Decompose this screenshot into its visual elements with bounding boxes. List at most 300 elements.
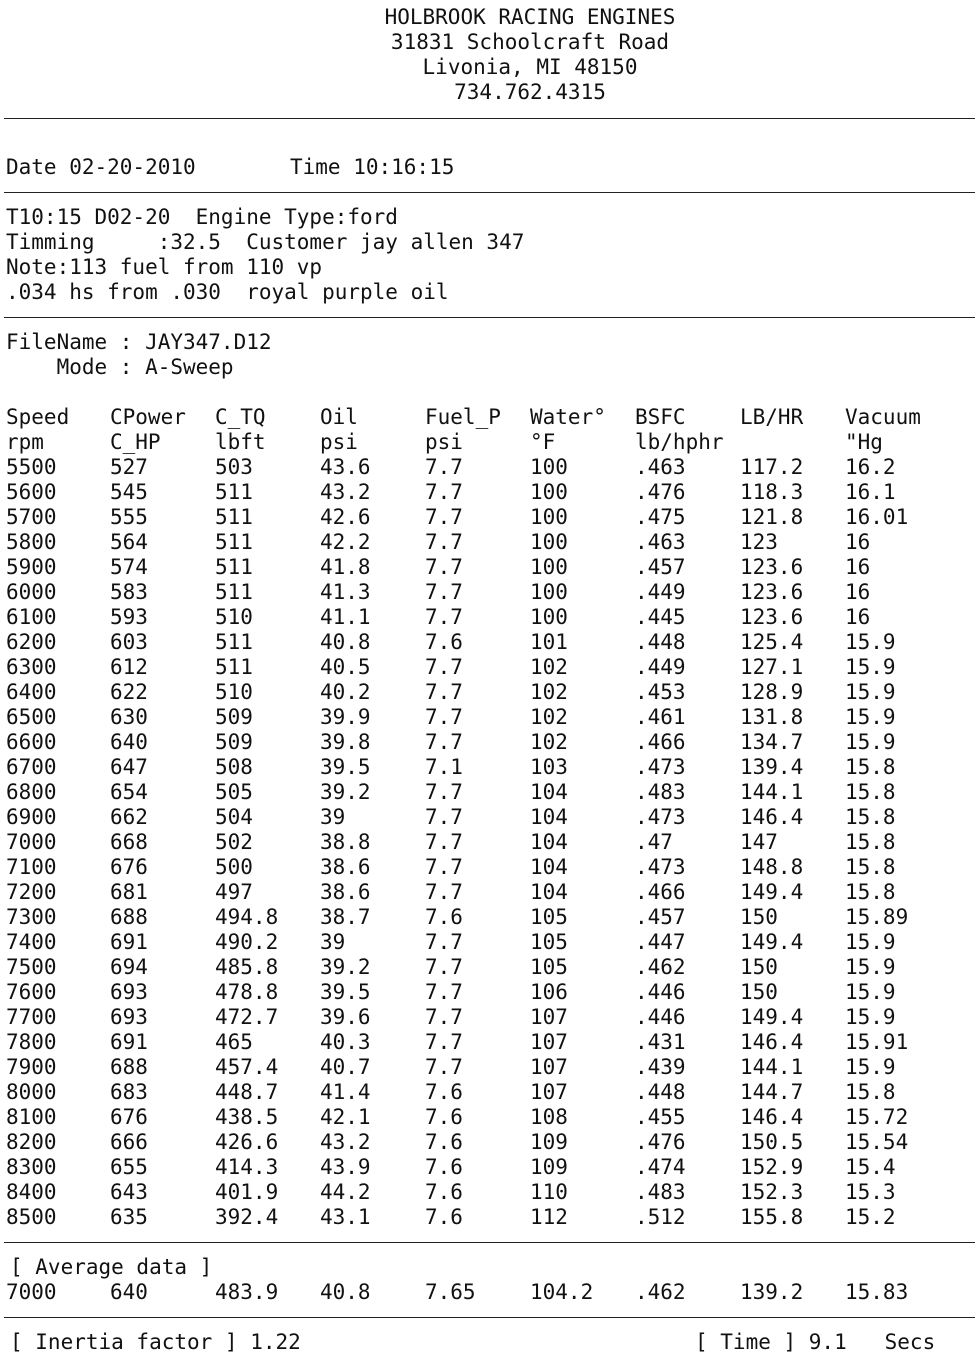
table-cell: 15.9 <box>845 1055 896 1079</box>
table-cell: 107 <box>530 1005 568 1029</box>
table-cell: 509 <box>215 730 253 754</box>
table-cell: 44.2 <box>320 1180 371 1204</box>
table-cell: 683 <box>110 1080 148 1104</box>
average-cell: 640 <box>110 1280 148 1304</box>
table-cell: 155.8 <box>740 1205 804 1229</box>
table-cell: 105 <box>530 905 568 929</box>
table-cell: 100 <box>530 480 568 504</box>
table-cell: .473 <box>635 805 686 829</box>
average-cell: 139.2 <box>740 1280 804 1304</box>
table-cell: 144.7 <box>740 1080 804 1104</box>
table-cell: 508 <box>215 755 253 779</box>
table-cell: .457 <box>635 905 686 929</box>
table-row <box>0 730 975 755</box>
column-unit: lbft <box>215 430 266 454</box>
table-cell: 494.8 <box>215 905 279 929</box>
table-row <box>0 980 975 1005</box>
divider <box>4 118 975 119</box>
notes-line: Timming :32.5 Customer jay allen 347 <box>6 230 525 254</box>
average-cell: 7000 <box>6 1280 57 1304</box>
table-cell: 15.9 <box>845 680 896 704</box>
table-cell: 6600 <box>6 730 57 754</box>
table-cell: 42.2 <box>320 530 371 554</box>
table-cell: 681 <box>110 880 148 904</box>
table-cell: 6800 <box>6 780 57 804</box>
table-cell: 7.7 <box>425 1055 463 1079</box>
table-cell: 7.7 <box>425 1005 463 1029</box>
table-cell: 38.8 <box>320 830 371 854</box>
table-cell: 612 <box>110 655 148 679</box>
table-cell: 478.8 <box>215 980 279 1004</box>
table-cell: 7500 <box>6 955 57 979</box>
table-cell: 118.3 <box>740 480 804 504</box>
table-cell: 691 <box>110 1030 148 1054</box>
table-cell: 16 <box>845 580 871 604</box>
column-name: CPower <box>110 405 186 429</box>
table-cell: 7.7 <box>425 655 463 679</box>
table-cell: 8000 <box>6 1080 57 1104</box>
table-cell: 107 <box>530 1055 568 1079</box>
table-cell: .474 <box>635 1155 686 1179</box>
table-cell: 583 <box>110 580 148 604</box>
table-cell: 146.4 <box>740 805 804 829</box>
table-cell: 128.9 <box>740 680 804 704</box>
table-cell: 7.7 <box>425 830 463 854</box>
table-cell: .473 <box>635 755 686 779</box>
table-cell: 7.7 <box>425 780 463 804</box>
table-cell: 15.54 <box>845 1130 909 1154</box>
table-cell: 100 <box>530 505 568 529</box>
table-cell: .475 <box>635 505 686 529</box>
table-cell: 149.4 <box>740 1005 804 1029</box>
table-cell: 490.2 <box>215 930 279 954</box>
table-cell: 7600 <box>6 980 57 1004</box>
table-cell: 511 <box>215 655 253 679</box>
table-row <box>0 1180 975 1205</box>
table-cell: 15.8 <box>845 1080 896 1104</box>
table-cell: 676 <box>110 855 148 879</box>
table-cell: 101 <box>530 630 568 654</box>
table-cell: 110 <box>530 1180 568 1204</box>
table-cell: 40.7 <box>320 1055 371 1079</box>
table-cell: 691 <box>110 930 148 954</box>
table-cell: 39.2 <box>320 955 371 979</box>
column-unit: "Hg <box>845 430 883 454</box>
table-cell: .448 <box>635 630 686 654</box>
table-cell: 511 <box>215 505 253 529</box>
table-cell: 414.3 <box>215 1155 279 1179</box>
table-cell: 6500 <box>6 705 57 729</box>
table-cell: 43.9 <box>320 1155 371 1179</box>
table-cell: 7.7 <box>425 555 463 579</box>
table-cell: 41.1 <box>320 605 371 629</box>
table-cell: 647 <box>110 755 148 779</box>
table-cell: 15.89 <box>845 905 909 929</box>
table-cell: 123.6 <box>740 605 804 629</box>
table-cell: 643 <box>110 1180 148 1204</box>
table-cell: 8400 <box>6 1180 57 1204</box>
divider <box>4 317 975 318</box>
table-cell: 593 <box>110 605 148 629</box>
average-label: [ Average data ] <box>10 1255 213 1279</box>
average-cell: 7.65 <box>425 1280 476 1304</box>
run-date: Date 02-20-2010 <box>6 155 196 179</box>
table-row <box>0 855 975 880</box>
table-cell: 43.2 <box>320 1130 371 1154</box>
table-cell: 147 <box>740 830 778 854</box>
table-cell: 43.1 <box>320 1205 371 1229</box>
table-cell: 7900 <box>6 1055 57 1079</box>
table-cell: 693 <box>110 1005 148 1029</box>
table-cell: .466 <box>635 880 686 904</box>
column-unit: lb/hphr <box>635 430 724 454</box>
table-row <box>0 1055 975 1080</box>
table-cell: 7.7 <box>425 580 463 604</box>
table-cell: 39.5 <box>320 755 371 779</box>
table-cell: 6300 <box>6 655 57 679</box>
table-cell: 150 <box>740 980 778 1004</box>
table-cell: 109 <box>530 1155 568 1179</box>
table-cell: .463 <box>635 530 686 554</box>
table-cell: 15.2 <box>845 1205 896 1229</box>
table-cell: 146.4 <box>740 1105 804 1129</box>
table-cell: 635 <box>110 1205 148 1229</box>
table-cell: 39.8 <box>320 730 371 754</box>
table-cell: .449 <box>635 580 686 604</box>
table-cell: 102 <box>530 680 568 704</box>
table-cell: 15.91 <box>845 1030 909 1054</box>
table-cell: 7300 <box>6 905 57 929</box>
table-cell: 505 <box>215 780 253 804</box>
column-name: C_TQ <box>215 405 266 429</box>
table-cell: .462 <box>635 955 686 979</box>
table-cell: 511 <box>215 555 253 579</box>
table-row <box>0 880 975 905</box>
table-row <box>0 555 975 580</box>
table-cell: 7.1 <box>425 755 463 779</box>
table-cell: 693 <box>110 980 148 1004</box>
column-name: LB/HR <box>740 405 804 429</box>
table-cell: .448 <box>635 1080 686 1104</box>
table-cell: .457 <box>635 555 686 579</box>
table-cell: 511 <box>215 530 253 554</box>
table-cell: 6000 <box>6 580 57 604</box>
table-row <box>0 1005 975 1030</box>
table-cell: 7.6 <box>425 1155 463 1179</box>
table-cell: 438.5 <box>215 1105 279 1129</box>
table-cell: 38.6 <box>320 855 371 879</box>
table-cell: 40.5 <box>320 655 371 679</box>
table-cell: 622 <box>110 680 148 704</box>
table-cell: 15.9 <box>845 630 896 654</box>
table-cell: 127.1 <box>740 655 804 679</box>
divider <box>4 192 975 193</box>
table-cell: 16.1 <box>845 480 896 504</box>
table-cell: 15.9 <box>845 980 896 1004</box>
table-row <box>0 805 975 830</box>
sweep-time: [ Time ] 9.1 Secs <box>695 1330 936 1354</box>
table-cell: 131.8 <box>740 705 804 729</box>
table-row <box>0 530 975 555</box>
table-cell: .447 <box>635 930 686 954</box>
table-cell: 102 <box>530 730 568 754</box>
table-cell: 123 <box>740 530 778 554</box>
table-cell: 15.8 <box>845 755 896 779</box>
average-cell: 104.2 <box>530 1280 594 1304</box>
table-row <box>0 955 975 980</box>
table-cell: 7.7 <box>425 880 463 904</box>
table-cell: 144.1 <box>740 1055 804 1079</box>
column-name: BSFC <box>635 405 686 429</box>
table-cell: 144.1 <box>740 780 804 804</box>
table-row <box>0 705 975 730</box>
table-cell: 100 <box>530 530 568 554</box>
table-cell: 472.7 <box>215 1005 279 1029</box>
table-cell: 640 <box>110 730 148 754</box>
table-cell: 503 <box>215 455 253 479</box>
table-cell: 149.4 <box>740 930 804 954</box>
table-cell: 15.72 <box>845 1105 909 1129</box>
table-cell: 148.8 <box>740 855 804 879</box>
table-cell: 103 <box>530 755 568 779</box>
notes-line: T10:15 D02-20 Engine Type:ford <box>6 205 398 229</box>
table-cell: 16.01 <box>845 505 909 529</box>
table-cell: 15.9 <box>845 705 896 729</box>
table-cell: 146.4 <box>740 1030 804 1054</box>
table-cell: 38.7 <box>320 905 371 929</box>
table-cell: 8500 <box>6 1205 57 1229</box>
table-cell: 16 <box>845 605 871 629</box>
run-time: Time 10:16:15 <box>290 155 455 179</box>
table-cell: 7.6 <box>425 1105 463 1129</box>
table-cell: 121.8 <box>740 505 804 529</box>
table-cell: .483 <box>635 780 686 804</box>
table-cell: 8300 <box>6 1155 57 1179</box>
table-cell: 509 <box>215 705 253 729</box>
table-cell: 7.6 <box>425 1180 463 1204</box>
table-cell: 5500 <box>6 455 57 479</box>
table-cell: 15.3 <box>845 1180 896 1204</box>
table-cell: 694 <box>110 955 148 979</box>
table-cell: .466 <box>635 730 686 754</box>
table-cell: 7.7 <box>425 1030 463 1054</box>
table-cell: 104 <box>530 805 568 829</box>
table-cell: .446 <box>635 1005 686 1029</box>
table-cell: 40.3 <box>320 1030 371 1054</box>
table-cell: .47 <box>635 830 673 854</box>
table-cell: 7.7 <box>425 855 463 879</box>
table-cell: .453 <box>635 680 686 704</box>
table-cell: 112 <box>530 1205 568 1229</box>
table-row <box>0 580 975 605</box>
table-row <box>0 1155 975 1180</box>
table-cell: 134.7 <box>740 730 804 754</box>
table-cell: 7.7 <box>425 705 463 729</box>
table-row <box>0 1105 975 1130</box>
table-cell: 150 <box>740 905 778 929</box>
table-cell: 7400 <box>6 930 57 954</box>
table-cell: 15.8 <box>845 805 896 829</box>
table-cell: 6200 <box>6 630 57 654</box>
table-cell: .512 <box>635 1205 686 1229</box>
table-cell: 5600 <box>6 480 57 504</box>
table-cell: .449 <box>635 655 686 679</box>
table-cell: 117.2 <box>740 455 804 479</box>
table-cell: 7.7 <box>425 605 463 629</box>
table-cell: 401.9 <box>215 1180 279 1204</box>
table-cell: 510 <box>215 605 253 629</box>
table-cell: 104 <box>530 880 568 904</box>
table-cell: 5700 <box>6 505 57 529</box>
table-cell: 7.7 <box>425 680 463 704</box>
table-cell: 102 <box>530 705 568 729</box>
table-cell: 7000 <box>6 830 57 854</box>
table-cell: 15.9 <box>845 1005 896 1029</box>
table-cell: 104 <box>530 780 568 804</box>
table-cell: 7.6 <box>425 1080 463 1104</box>
table-cell: 15.8 <box>845 855 896 879</box>
table-cell: 504 <box>215 805 253 829</box>
table-row <box>0 1080 975 1105</box>
table-cell: 545 <box>110 480 148 504</box>
divider <box>4 1317 975 1318</box>
table-cell: 574 <box>110 555 148 579</box>
table-cell: 500 <box>215 855 253 879</box>
column-name: Vacuum <box>845 405 921 429</box>
table-row <box>0 655 975 680</box>
table-cell: 426.6 <box>215 1130 279 1154</box>
table-cell: 15.8 <box>845 830 896 854</box>
table-cell: 42.6 <box>320 505 371 529</box>
table-cell: 15.9 <box>845 655 896 679</box>
table-cell: 688 <box>110 905 148 929</box>
table-cell: 485.8 <box>215 955 279 979</box>
table-cell: 152.9 <box>740 1155 804 1179</box>
divider <box>4 1242 975 1243</box>
table-cell: .476 <box>635 480 686 504</box>
table-cell: 8200 <box>6 1130 57 1154</box>
table-cell: 7.6 <box>425 905 463 929</box>
table-cell: 7800 <box>6 1030 57 1054</box>
table-cell: 511 <box>215 580 253 604</box>
table-row <box>0 455 975 480</box>
table-cell: 102 <box>530 655 568 679</box>
table-cell: 150 <box>740 955 778 979</box>
table-cell: 7.7 <box>425 730 463 754</box>
table-cell: 510 <box>215 680 253 704</box>
table-cell: .473 <box>635 855 686 879</box>
table-cell: 676 <box>110 1105 148 1129</box>
table-cell: 511 <box>215 630 253 654</box>
average-cell: 483.9 <box>215 1280 279 1304</box>
table-cell: .445 <box>635 605 686 629</box>
column-unit: psi <box>320 430 358 454</box>
table-cell: 125.4 <box>740 630 804 654</box>
table-cell: 7200 <box>6 880 57 904</box>
table-cell: 7.6 <box>425 630 463 654</box>
table-row <box>0 1130 975 1155</box>
table-cell: 38.6 <box>320 880 371 904</box>
table-cell: 555 <box>110 505 148 529</box>
table-cell: 139.4 <box>740 755 804 779</box>
table-cell: 662 <box>110 805 148 829</box>
table-cell: 39 <box>320 930 346 954</box>
table-cell: 6700 <box>6 755 57 779</box>
table-cell: 511 <box>215 480 253 504</box>
table-row <box>0 630 975 655</box>
column-unit: psi <box>425 430 463 454</box>
table-cell: 15.8 <box>845 880 896 904</box>
notes-line: Note:113 fuel from 110 vp <box>6 255 323 279</box>
table-cell: 15.4 <box>845 1155 896 1179</box>
table-cell: 104 <box>530 830 568 854</box>
table-row <box>0 780 975 805</box>
table-cell: 15.9 <box>845 955 896 979</box>
table-cell: 104 <box>530 855 568 879</box>
file-name: FileName : JAY347.D12 <box>6 330 272 354</box>
company-city: Livonia, MI 48150 <box>422 55 638 79</box>
table-cell: 6400 <box>6 680 57 704</box>
table-cell: 39.9 <box>320 705 371 729</box>
table-cell: 109 <box>530 1130 568 1154</box>
sweep-mode: Mode : A-Sweep <box>6 355 234 379</box>
table-cell: 105 <box>530 930 568 954</box>
table-cell: 42.1 <box>320 1105 371 1129</box>
table-cell: 123.6 <box>740 555 804 579</box>
table-row <box>0 755 975 780</box>
table-cell: .446 <box>635 980 686 1004</box>
table-cell: .463 <box>635 455 686 479</box>
table-cell: 149.4 <box>740 880 804 904</box>
table-cell: 7.6 <box>425 1205 463 1229</box>
inertia-factor: [ Inertia factor ] 1.22 <box>10 1330 301 1354</box>
table-cell: 502 <box>215 830 253 854</box>
table-cell: 100 <box>530 580 568 604</box>
table-cell: 688 <box>110 1055 148 1079</box>
table-cell: 15.9 <box>845 930 896 954</box>
table-cell: .476 <box>635 1130 686 1154</box>
table-cell: 41.4 <box>320 1080 371 1104</box>
table-cell: 5800 <box>6 530 57 554</box>
table-row <box>0 1030 975 1055</box>
table-row <box>0 905 975 930</box>
table-cell: 15.9 <box>845 730 896 754</box>
table-cell: 465 <box>215 1030 253 1054</box>
company-name: HOLBROOK RACING ENGINES <box>384 5 676 29</box>
column-name: Fuel_P <box>425 405 501 429</box>
table-cell: 457.4 <box>215 1055 279 1079</box>
table-row <box>0 605 975 630</box>
table-cell: 497 <box>215 880 253 904</box>
table-cell: 7.7 <box>425 455 463 479</box>
table-cell: 39.5 <box>320 980 371 1004</box>
table-cell: .483 <box>635 1180 686 1204</box>
table-cell: .431 <box>635 1030 686 1054</box>
column-name: Water° <box>530 405 606 429</box>
table-cell: 16.2 <box>845 455 896 479</box>
table-cell: .461 <box>635 705 686 729</box>
table-cell: 655 <box>110 1155 148 1179</box>
table-cell: 100 <box>530 605 568 629</box>
table-row <box>0 480 975 505</box>
table-cell: 7.7 <box>425 480 463 504</box>
column-name: Oil <box>320 405 358 429</box>
column-unit: C_HP <box>110 430 161 454</box>
table-cell: 7700 <box>6 1005 57 1029</box>
table-cell: 7.7 <box>425 955 463 979</box>
table-cell: 39.6 <box>320 1005 371 1029</box>
company-phone: 734.762.4315 <box>454 80 606 104</box>
